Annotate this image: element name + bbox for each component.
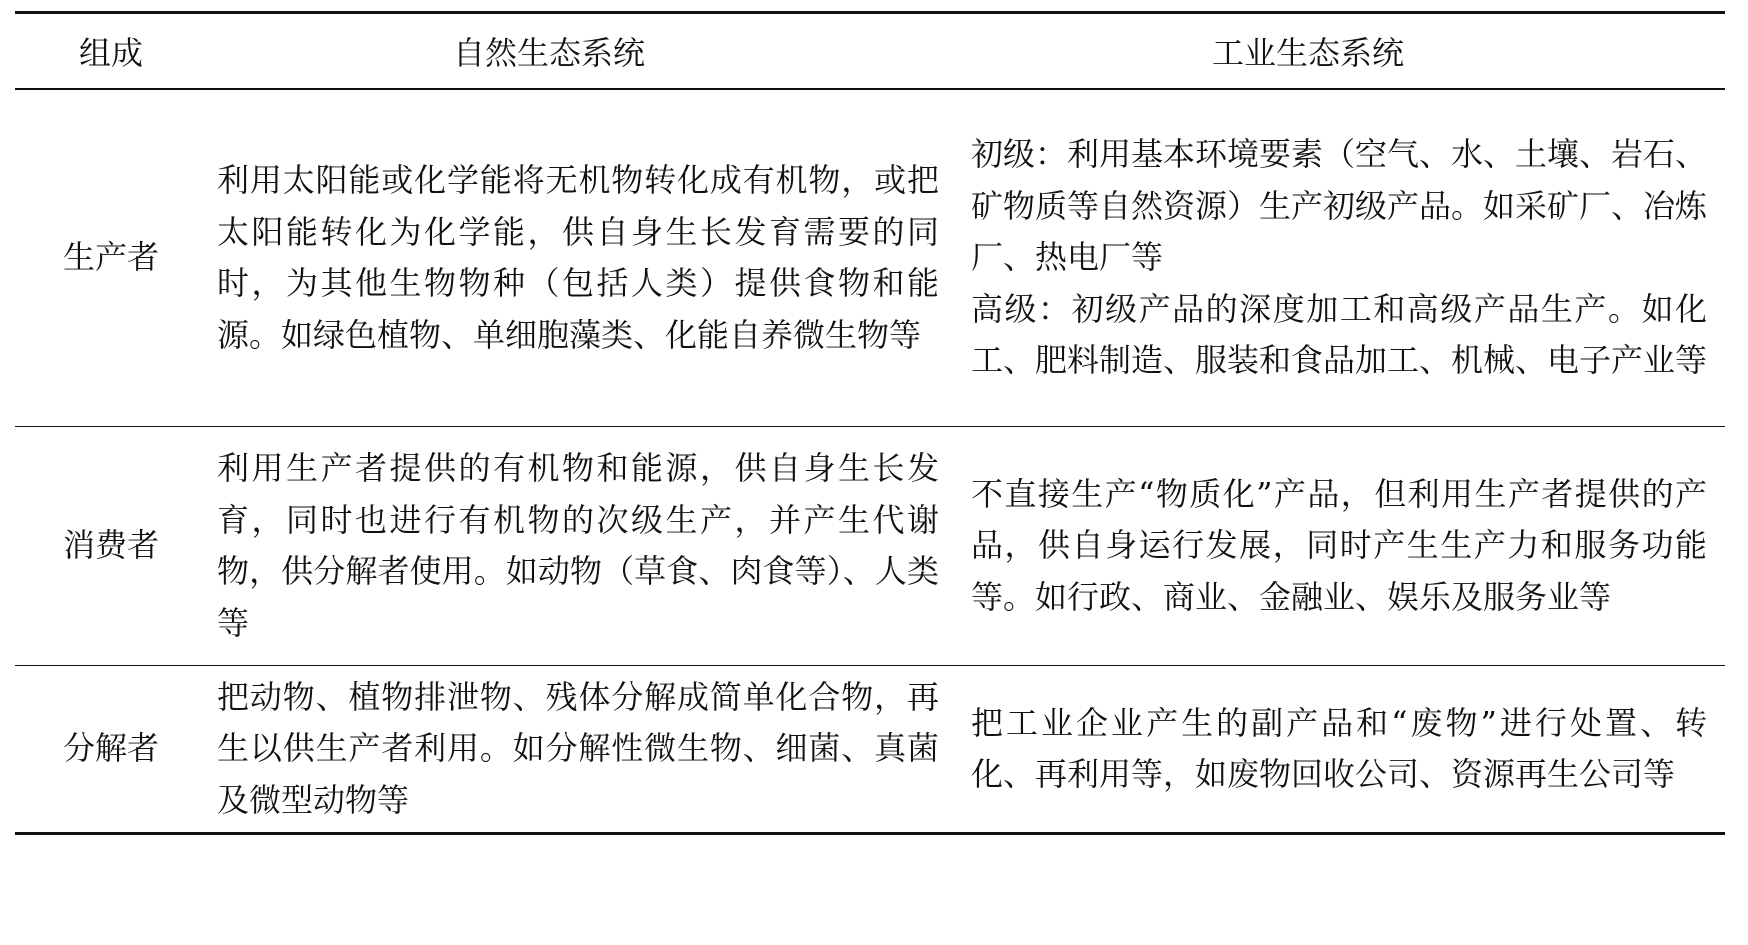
component-name-consumer: 消费者 [15, 427, 207, 666]
industrial-producer-advanced: 高级：初级产品的深度加工和高级产品生产。如化工、肥料制造、服装和食品加工、机械、电子产业等 [971, 289, 1708, 380]
natural-decomposer-cell: 把动物、植物排泄物、残体分解成简单化合物，再生以供生产者利用。如分解性微生物、细菌、真菌及微型动物等 [217, 677, 939, 819]
table-row-decomposer [15, 666, 1725, 834]
component-name-producer: 生产者 [15, 89, 207, 427]
header-component: 组成 [15, 13, 207, 90]
table-row-consumer [15, 427, 1725, 666]
natural-producer-cell: 利用太阳能或化学能将无机物转化成有机物，或把太阳能转化为化学能，供自身生长发育需要的同时，为其他生物物种（包括人类）提供食物和能源。如绿色植物、单细胞藻类、化能自养微生物等 [207, 89, 955, 427]
industrial-consumer-cell: 不直接生产“物质化”产品，但利用生产者提供的产品，供自身运行发展，同时产生生产力和服务功能等。如行政、商业、金融业、娱乐及服务业等 [955, 427, 1725, 666]
industrial-producer-primary: 初级：利用基本环境要素（空气、水、土壤、岩石、矿物质等自然资源）生产初级产品。如采矿厂、冶炼厂、热电厂等 [971, 135, 1708, 277]
component-name-decomposer: 分解者 [62, 729, 159, 768]
table-row-producer [15, 89, 1725, 427]
natural-consumer-cell: 利用生产者提供的有机物和能源，供自身生长发育，同时也进行有机物的次级生产，并产生代谢物，供分解者使用。如动物（草食、肉食等）、人类等 [207, 427, 955, 666]
industrial-decomposer-cell: 把工业企业产生的副产品和“废物”进行处置、转化、再利用等，如废物回收公司、资源再生公司等 [971, 703, 1707, 793]
table-header-row [15, 13, 1725, 90]
ecosystem-comparison-table [15, 11, 1725, 835]
header-industrial-ecosystem: 工业生态系统 [955, 13, 1725, 90]
header-natural-ecosystem: 自然生态系统 [207, 13, 955, 90]
industrial-producer-cell [955, 89, 1725, 427]
